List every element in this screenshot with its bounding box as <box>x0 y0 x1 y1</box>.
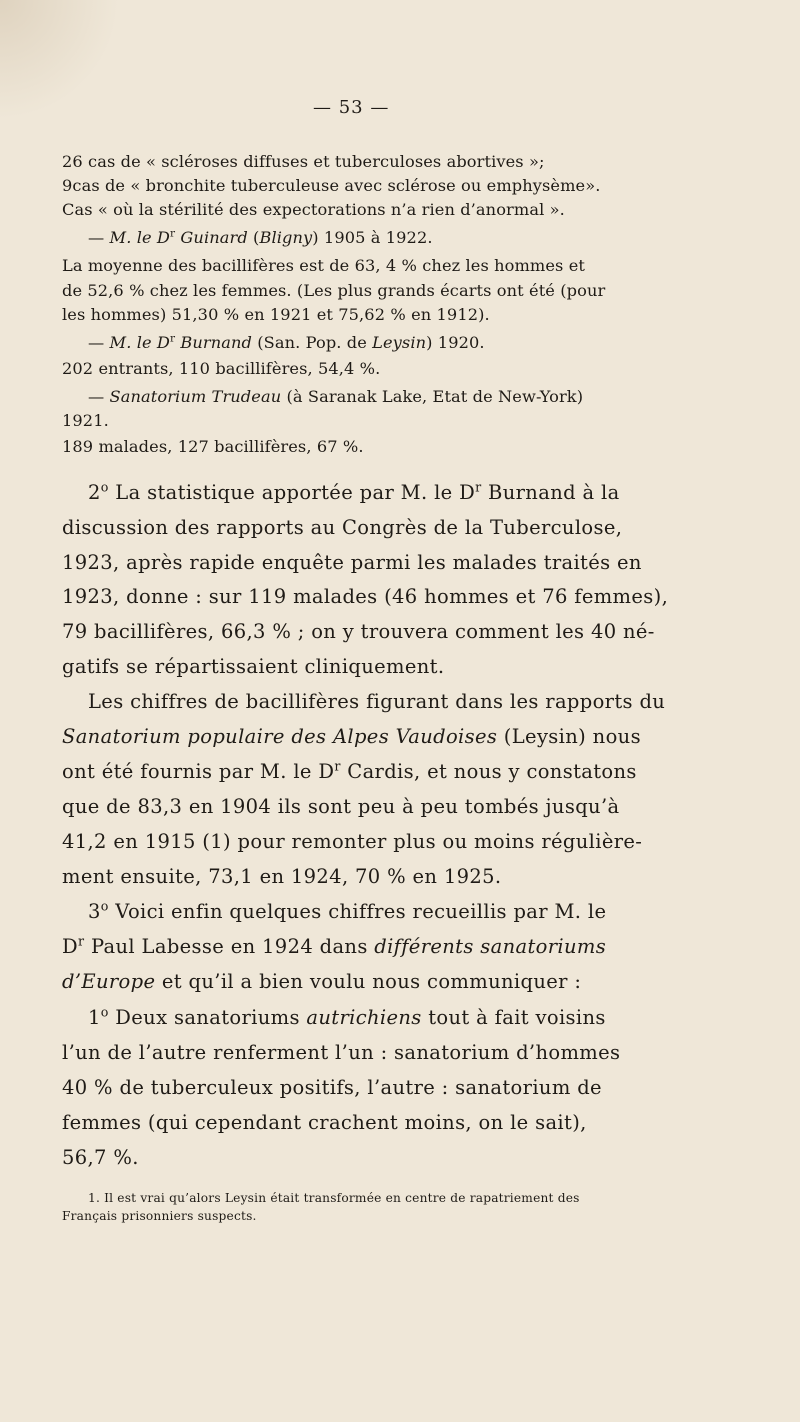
text-line: d’Europe et qu’il a bien voulu nous communiquer : <box>62 970 582 993</box>
text-line: 9cas de « bronchite tuberculeuse avec sclérose ou emphysème». <box>62 176 601 195</box>
text-line-citation: — Sanatorium Trudeau (à Saranak Lake, Etat de New-York) <box>88 387 584 406</box>
text-line: 3$^o$ Voici enfin quelques chiffres recueillis par M. le <box>88 898 607 923</box>
text-line: 1$^o$ Deux sanatoriums autrichiens tout à fait voisins <box>88 1004 606 1029</box>
text-line-citation: — M. le $D^r$ Guinard (Bligny) 1905 à 1922. <box>88 227 433 247</box>
footnote-line: Français prisonniers suspects. <box>62 1209 257 1223</box>
text-line: ont été fournis par M. le $D^r$ Cardis, et nous y constatons <box>62 758 637 783</box>
text-line: 41,2 en 1915 (1) pour remonter plus ou moins régulière- <box>62 830 643 853</box>
text-line: 26 cas de « scléroses diffuses et tuberculoses abortives »; <box>62 152 545 171</box>
text-line: ment ensuite, 73,1 en 1924, 70 % en 1925. <box>62 865 502 888</box>
text-line: l’un de l’autre renferment l’un : sanatorium d’hommes <box>62 1041 621 1064</box>
text-line: 2$^o$ La statistique apportée par M. le $D^r$ Burnand à la <box>88 479 620 504</box>
text-line: discussion des rapports au Congrès de la Tuberculose, <box>62 516 623 539</box>
footnote-line: 1. Il est vrai qu’alors Leysin était transformée en centre de rapatriement des <box>88 1191 580 1205</box>
text-line-citation: — M. le $D^r$ Burnand (San. Pop. de Leysin) 1920. <box>88 332 485 352</box>
text-line: 1923, après rapide enquête parmi les malades traités en <box>62 551 642 574</box>
text-line: 1921. <box>62 411 109 430</box>
text-line: 56,7 %. <box>62 1146 139 1169</box>
text-line: 79 bacillifères, 66,3 % ; on y trouvera comment les 40 né- <box>62 620 655 643</box>
text-line: 1923, donne : sur 119 malades (46 hommes et 76 femmes), <box>62 585 669 608</box>
text-line: 202 entrants, 110 bacillifères, 54,4 %. <box>62 359 381 378</box>
text-line: $D^r$ Paul Labesse en 1924 dans différents sanatoriums <box>62 933 607 958</box>
text-line: Cas « où la stérilité des expectorations n’a rien d’anormal ». <box>62 200 565 219</box>
text-line: femmes (qui cependant crachent moins, on le sait), <box>62 1111 587 1134</box>
page-stain <box>0 0 120 120</box>
text-line: 40 % de tuberculeux positifs, l’autre : sanatorium de <box>62 1076 602 1099</box>
text-line: les hommes) 51,30 % en 1921 et 75,62 % en 1912). <box>62 305 490 324</box>
text-line: Sanatorium populaire des Alpes Vaudoises (Leysin) nous <box>62 725 641 748</box>
text-line: que de 83,3 en 1904 ils sont peu à peu tombés jusqu’à <box>62 795 620 818</box>
text-line: gatifs se répartissaient cliniquement. <box>62 655 445 678</box>
text-line: Les chiffres de bacillifères figurant dans les rapports du <box>88 690 666 713</box>
text-line: 189 malades, 127 bacillifères, 67 %. <box>62 437 364 456</box>
text-line: de 52,6 % chez les femmes. (Les plus grands écarts ont été (pour <box>62 281 606 300</box>
text-line: La moyenne des bacillifères est de 63, 4 % chez les hommes et <box>62 256 585 275</box>
page-number: — 53 — <box>313 97 390 118</box>
